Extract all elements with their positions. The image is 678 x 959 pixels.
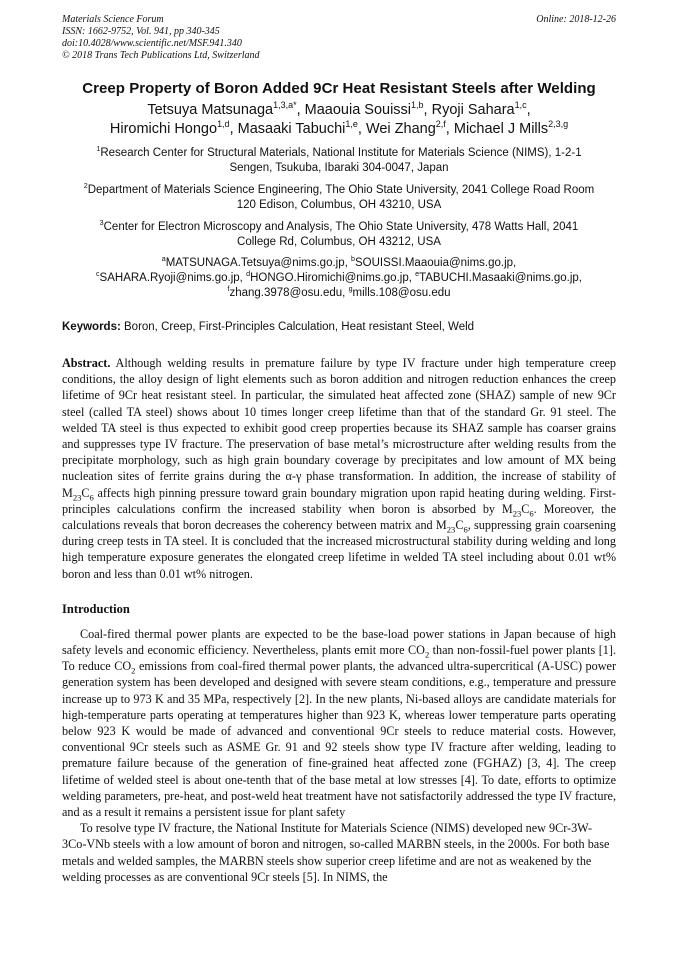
copyright: © 2018 Trans Tech Publications Ltd, Switzerland <box>62 50 260 61</box>
author: Wei Zhang$^{2,f}$, <box>365 119 454 137</box>
doi: doi:10.4028/www.scientific.net/MSF.941.340 <box>62 38 242 49</box>
keywords <box>62 321 616 333</box>
author: Tetsuya Matsunaga$^{1,3,a*}$, <box>147 100 305 118</box>
email-d[interactable]: HONGO.Hiromichi@nims.go.jp, <box>250 272 412 284</box>
author-emails: $^a$MATSUNAGA.Tetsuya@nims.go.jp, $^b$SOUISSI.Maaouia@nims.go.jp, $^c$SAHARA.Ryoji@nims.go.jp, $^d$HONGO.Hiromichi@nims.go.jp, $^e$TABUCHI.Masaaki@nims.go.jp, $^f$zhang.3978@osu.edu, $^g$mills.108@osu.edu <box>95 255 582 299</box>
author: Maaouia Souissi$^{1,b}$, <box>304 100 432 118</box>
email-f[interactable]: zhang.3978@osu.edu, <box>229 287 346 299</box>
keywords-text: Boron, Creep, First-Principles Calculation, Heat resistant Steel, Weld <box>124 321 475 333</box>
email-a[interactable]: MATSUNAGA.Tetsuya@nims.go.jp, <box>165 257 348 269</box>
journal-header <box>62 14 616 62</box>
section-heading-introduction: Introduction <box>62 601 130 616</box>
abstract: Abstract. Although welding results in premature failure by type IV fracture under high temperature creep conditions, the alloy design of light elements such as boron addition and nitrogen reduction enhances the creep lifetime of 9Cr heat resistant steel. In particular, the simulated heat affected zone (SHAZ) sample of new 9Cr steel (called TA steel) shows about 10 times longer creep lifetime than that of the standard Gr. 91 steel. The welded TA steel is thus expected to exhibit good creep properties because its SHAZ sample has coarser grains and suppresses type IV fracture. The preservation of base metal’s microstructure after welding results from the precipitate morphology, such as high grain boundary coverage by precipitates and low amount of MX being nucleation sites of ferrite grains during the α-γ phase transformation. In addition, the increase of stability of $M_{23}C_6$ affects high pinning pressure toward grain boundary migration upon rapid heating during welding. First-principles calculations confirm the increased stability when boron is absorbed by $M_{23}C_6$. Moreover, the calculations reveals that boron decreases the coherency between matrix and $M_{23}C_6$, suppressing grain coarsening during creep tests in TA steel. It is concluded that the increased microstructural stability during welding and long high temperature exposure generates the elongated creep lifetime in welded TA steel including about 0.01 wt% boron and less than 0.01 wt% nitrogen. <box>62 356 617 581</box>
email-b[interactable]: SOUISSI.Maaouia@nims.go.jp, <box>355 257 517 269</box>
email-c[interactable]: SAHARA.Ryoji@nims.go.jp, <box>99 272 243 284</box>
affiliation-2: $^2$Department of Materials Science Engineering, The Ohio State University, 2041 College Road Room 120 Edison, Columbus, OH 43210, USA <box>83 182 595 211</box>
issn: ISSN: 1662-9752, Vol. 941, pp 340-345 <box>62 26 220 37</box>
intro-paragraph-2: To resolve type IV fracture, the National Institute for Materials Science (NIMS) developed new 9Cr-3W-3Co-VNb steels with a low amount of boron and nitrogen, so-called MARBN steels, in the 2000s. For both base metals and welded samples, the MARBN steels show superior creep lifetime and are not as weakened by the welding processes as are conventional 9Cr steels [5]. In NIMS, the <box>62 821 610 884</box>
paper-title: Creep Property of Boron Added 9Cr Heat Resistant Steels after Welding <box>82 80 596 97</box>
author-list <box>62 101 616 139</box>
author: Hiromichi Hongo$^{1,d}$, <box>109 119 238 137</box>
abstract-label: Abstract. <box>62 356 111 370</box>
journal-name: Materials Science Forum <box>62 14 164 25</box>
affiliation-3: $^3$Center for Electron Microscopy and Analysis, The Ohio State University, 478 Watts Hall, 2041 College Rd, Columbus, OH 43212, USA <box>99 219 579 248</box>
affiliation-1: $^1$Research Center for Structural Materials, National Institute for Materials Science (NIMS), 1-2-1 Sengen, Tsukuba, Ibaraki 304-0047, Japan <box>96 145 582 174</box>
keywords-label: Keywords: <box>62 321 121 333</box>
author: Ryoji Sahara$^{1,c}$, <box>431 100 531 118</box>
email-e[interactable]: TABUCHI.Masaaki@nims.go.jp, <box>419 272 582 284</box>
author: Masaaki Tabuchi$^{1,e}$, <box>237 119 366 137</box>
author: Michael J Mills$^{2,3,g}$ <box>453 119 569 137</box>
online-date: Online: 2018-12-26 <box>536 14 616 25</box>
email-g[interactable]: mills.108@osu.edu <box>352 287 451 299</box>
intro-paragraph-1: Coal-fired thermal power plants are expected to be the base-load power stations in Japan because of high safety levels and economic efficiency. Nevertheless, plants emit more $CO_2$ than non-fossil-fuel power plants [1]. To reduce $CO_2$ emissions from coal-fired thermal power plants, the advanced ultra-supercritical (A-USC) power generation system has been developed and designed with severe steam conditions, e.g., temperature and pressure increase up to 973 K and 35 MPa, respectively [2]. In the new plants, Ni-based alloys are candidate materials for high-temperature parts operating at temperatures higher than 923 K, whereas lower temperature parts operating below 923 K would be made of advanced and conventional 9Cr steels to reduce material costs. However, conventional 9Cr steels such as ASME Gr. 91 and 92 steels show type IV fracture after welding, leading to premature failure because of the generation of fine-grained heat affected zone (FGHAZ) [3, 4]. The creep lifetime of welded steel is about one-tenth that of the base metal at low stresses [4]. To date, efforts to optimize welding parameters, pre-heat, and post-weld heat treatment have not satisfactorily addressed the type IV fracture, and as a result it remains a persistent issue for plant safety <box>62 626 616 820</box>
